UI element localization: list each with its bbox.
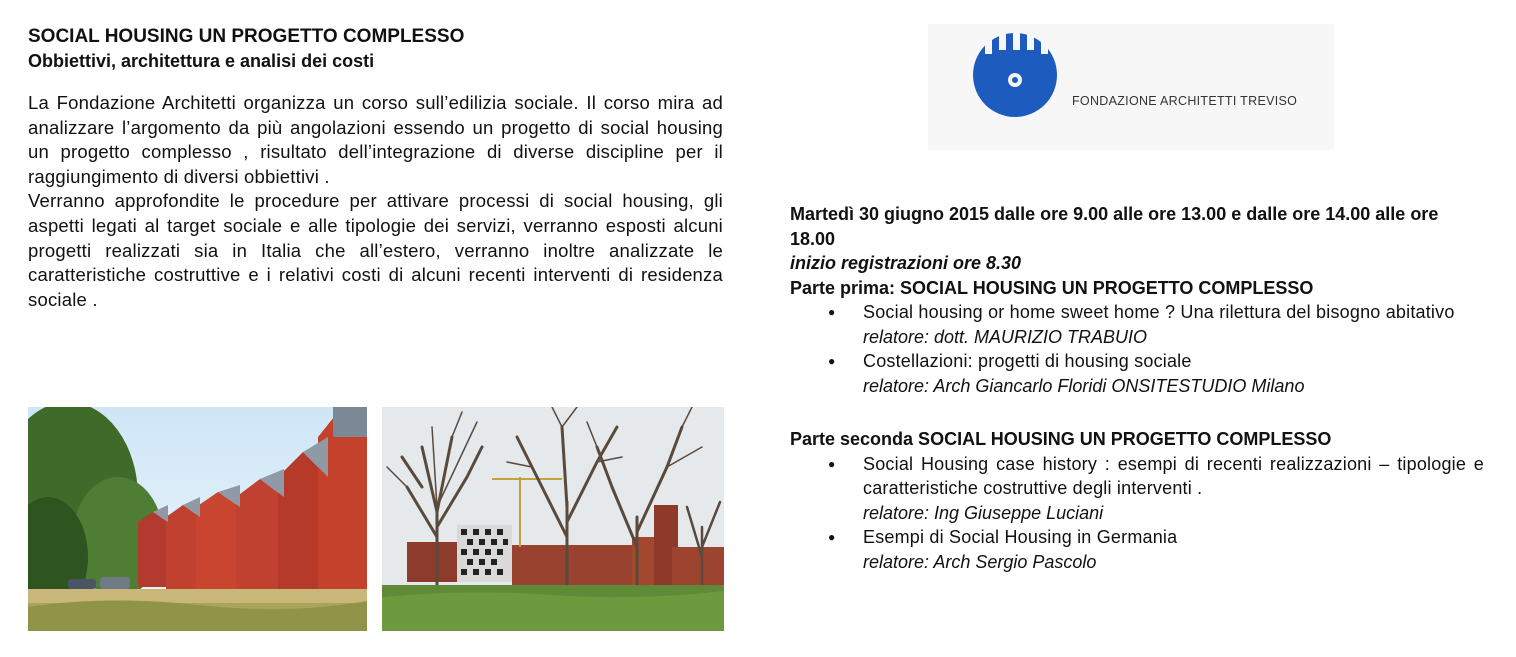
trees-and-brick-buildings-photo (382, 407, 724, 631)
list-item (790, 452, 1484, 526)
part2-talks (790, 452, 1484, 575)
intro-column (28, 24, 723, 312)
description-paragraph-2: Verranno approfondite le procedure per attivare processi di social housing, gli aspetti legati al target sociale e alle tipologie dei servizi, verranno esposti alcuni progetti realizzati sia in Italia che all’estero, verranno inoltre analizzate le caratteristiche costruttive e i relativi costi di alcuni recenti interventi di residenza sociale . (28, 190, 723, 310)
list-item (790, 525, 1484, 574)
talk-title: ● Social housing or home sweet home ? Una rilettura del bisogno abitativo (863, 302, 1455, 322)
talk-title: ● Costellazioni: progetti di housing sociale (863, 351, 1192, 371)
description-paragraph-1: La Fondazione Architetti organizza un corso sull’edilizia sociale. Il corso mira ad analizzare l’argomento da più angolazioni essendo un progetto di social housing un progetto complesso , risultato dell’integrazione di diverse discipline per il raggiungimento di diversi obbiettivi . (28, 92, 723, 187)
program-column (790, 202, 1484, 574)
talk-title: ● Social Housing case history : esempi di recenti realizzazioni – tipologie e caratteristiche costruttive degli interventi . (863, 453, 1484, 498)
foundation-logo-icon (972, 32, 1058, 118)
course-title: SOCIAL HOUSING UN PROGETTO COMPLESSO (28, 26, 465, 47)
list-item (790, 300, 1484, 349)
talk-speaker: relatore: Ing Giuseppe Luciani (863, 502, 1104, 523)
list-item (790, 349, 1484, 398)
foundation-name: FONDAZIONE ARCHITETTI TREVISO (1072, 94, 1298, 108)
talk-title: ● Esempi di Social Housing in Germania (863, 527, 1178, 547)
part2-heading: Parte seconda SOCIAL HOUSING UN PROGETTO COMPLESSO (790, 429, 1332, 449)
part1-talks (790, 300, 1484, 398)
part1-heading: Parte prima: SOCIAL HOUSING UN PROGETTO COMPLESSO (790, 277, 1314, 298)
registration-time: inizio registrazioni ore 8.30 (790, 253, 1022, 273)
talk-speaker: relatore: Arch Giancarlo Floridi ONSITESTUDIO Milano (863, 375, 1305, 396)
course-description (28, 91, 723, 312)
red-sawtooth-housing-photo (28, 407, 367, 631)
talk-speaker: relatore: Arch Sergio Pascolo (863, 551, 1097, 572)
talk-speaker: relatore: dott. MAURIZIO TRABUIO (863, 326, 1148, 347)
foundation-logo (928, 24, 1334, 150)
event-date: Martedì 30 giugno 2015 dalle ore 9.00 alle ore 13.00 e dalle ore 14.00 alle ore 18.00 (790, 204, 1439, 249)
course-subtitle: Obbiettivi, architettura e analisi dei costi (28, 51, 375, 71)
